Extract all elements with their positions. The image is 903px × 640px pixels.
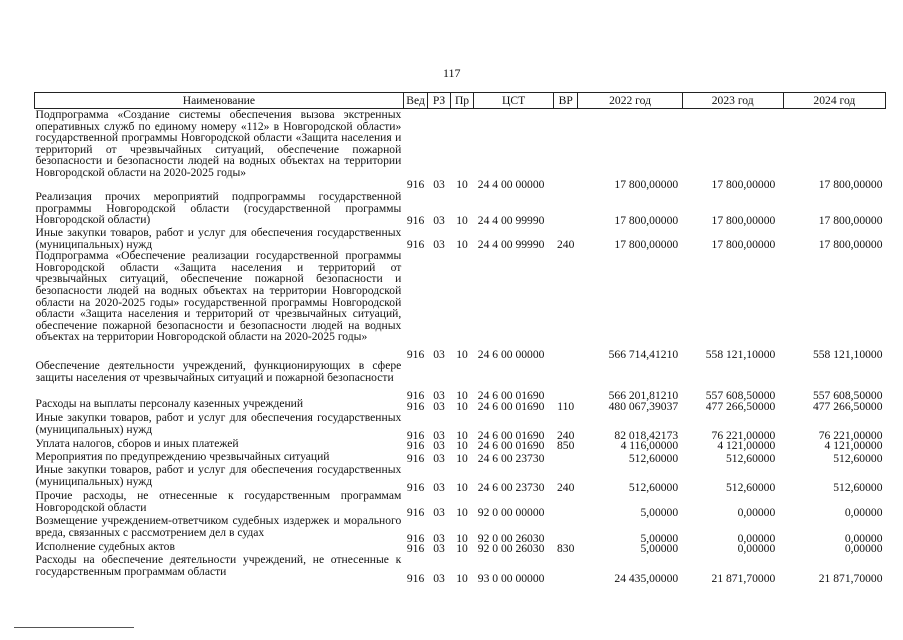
row-vr: 850 [557, 438, 575, 452]
row-cst: 24 6 00 23730 [477, 451, 545, 465]
row-cst: 24 6 00 01690 [477, 388, 545, 402]
row-2022: 512,60000 [628, 480, 679, 494]
row-cst: 24 6 00 00000 [477, 347, 545, 361]
row-ved: 916 [406, 480, 425, 494]
row-vr [553, 363, 578, 401]
row-vr [553, 250, 578, 360]
row-name: Иные закупки товаров, работ и услуг для обеспечения государственных (муниципальных) нужд [35, 463, 402, 488]
row-pr: 10 [456, 571, 468, 585]
header-name: Наименование [35, 93, 404, 109]
row-vr [553, 493, 578, 518]
row-name: Расходы на обеспечение деятельности учреждений, не отнесенные к государственным программам области [35, 553, 402, 578]
row-2023: 4 121,00000 [717, 438, 776, 452]
row-2022: 5,00000 [640, 531, 679, 545]
row-cst: 24 6 00 23730 [477, 480, 545, 494]
row-2023: 21 871,70000 [711, 571, 776, 585]
row-name: Расходы на выплаты персоналу казенных учреждений [35, 397, 304, 411]
row-pr: 10 [456, 480, 468, 494]
row-rz: 03 [433, 541, 445, 555]
row-2024: 512,60000 [833, 451, 883, 465]
table-row [35, 515, 886, 541]
table-row [35, 360, 886, 398]
row-2023: 17 800,00000 [711, 214, 776, 228]
header-cst: ЦСТ [474, 93, 554, 109]
row-2024: 512,60000 [833, 480, 883, 494]
row-2022: 17 800,00000 [614, 178, 679, 192]
row-vr [553, 518, 578, 544]
row-name: Мероприятия по предупреждению чрезвычайных ситуаций [35, 450, 330, 464]
row-cst: 24 6 00 01690 [477, 428, 545, 442]
header-ved: Вед [403, 93, 428, 109]
row-pr: 10 [456, 388, 468, 402]
row-2024: 477 266,50000 [812, 399, 883, 413]
row-pr: 10 [456, 178, 468, 192]
row-2022: 17 800,00000 [614, 214, 679, 228]
table-row [35, 191, 886, 227]
row-ved: 916 [406, 399, 425, 413]
row-rz: 03 [433, 571, 445, 585]
row-ved: 916 [406, 531, 425, 545]
row-2022: 5,00000 [640, 505, 679, 519]
row-2024: 17 800,00000 [818, 178, 883, 192]
row-pr: 10 [456, 214, 468, 228]
row-name: Исполнение судебных актов [35, 540, 175, 554]
row-vr [553, 557, 578, 584]
row-vr: 240 [557, 428, 575, 442]
row-vr: 240 [557, 480, 575, 494]
header-year-2022: 2022 год [578, 93, 682, 109]
row-vr: 240 [557, 237, 575, 251]
footnote-divider [14, 627, 134, 628]
row-2022: 480 067,39037 [608, 399, 679, 413]
row-2023: 17 800,00000 [711, 178, 776, 192]
row-name: Уплата налогов, сборов и иных платежей [35, 437, 239, 451]
row-2023: 0,00000 [737, 541, 776, 555]
header-year-2023: 2023 год [682, 93, 783, 109]
row-2022: 4 116,00000 [620, 438, 679, 452]
row-cst: 24 4 00 99990 [477, 237, 545, 251]
header-vr: ВР [553, 93, 578, 109]
row-2024: 17 800,00000 [818, 237, 883, 251]
row-2024: 0,00000 [844, 541, 883, 555]
row-pr: 10 [456, 399, 468, 413]
row-rz: 03 [433, 388, 445, 402]
table-row [35, 250, 886, 360]
row-2022: 17 800,00000 [614, 237, 679, 251]
row-2024: 0,00000 [844, 505, 883, 519]
row-2023: 477 266,50000 [705, 399, 776, 413]
row-ved: 916 [406, 214, 425, 228]
row-2023: 0,00000 [737, 531, 776, 545]
row-ved: 916 [406, 505, 425, 519]
row-name: Обеспечение деятельности учреждений, функционирующих в сфере защиты населения от чрезвычайных ситуаций и пожарной безопасности [35, 359, 402, 384]
page-number: 117 [443, 66, 461, 80]
row-vr: 110 [557, 399, 575, 413]
row-ved: 916 [406, 178, 425, 192]
table-header-row [35, 93, 886, 109]
row-rz: 03 [433, 399, 445, 413]
table-row [35, 109, 886, 192]
row-2024: 558 121,10000 [812, 347, 883, 361]
row-name: Иные закупки товаров, работ и услуг для обеспечения государственных (муниципальных) нужд [35, 411, 402, 436]
row-name: Иные закупки товаров, работ и услуг для обеспечения государственных (муниципальных) нужд [35, 226, 402, 251]
row-2022: 566 201,81210 [608, 388, 679, 402]
row-2023: 512,60000 [726, 451, 776, 465]
row-rz: 03 [433, 451, 445, 465]
row-rz: 03 [433, 531, 445, 545]
row-rz: 03 [433, 237, 445, 251]
row-2024: 21 871,70000 [818, 571, 883, 585]
row-2022: 82 018,42173 [614, 428, 679, 442]
row-name: Прочие расходы, не отнесенные к государственным программам Новгородской области [35, 489, 402, 514]
row-name: Реализация прочих мероприятий подпрограммы государственной программы Новгородской области (государственной программы Новгородской области) [35, 190, 402, 227]
row-vr [553, 451, 578, 464]
header-pr: Пр [450, 93, 473, 109]
row-cst: 24 4 00 00000 [477, 178, 545, 192]
row-name: Подпрограмма «Создание системы обеспечения вызова экстренных оперативных служб по единому номеру «112» в Новгородской области» государственной программы Новгородской области «Защита населения и территорий от чрезвычайных ситуаций, обеспечение пожарной безопасности и безопасности людей на водных объектах на территории Новгородской области на 2020-2025 годы» [35, 108, 402, 179]
row-ved: 916 [406, 428, 425, 442]
row-cst: 92 0 00 26030 [477, 531, 545, 545]
row-2022: 24 435,00000 [614, 571, 679, 585]
row-2024: 4 121,00000 [824, 438, 883, 452]
row-cst: 24 6 00 01690 [477, 399, 545, 413]
row-2023: 557 608,50000 [705, 388, 776, 402]
row-cst: 24 4 00 99990 [477, 214, 545, 228]
row-rz: 03 [433, 347, 445, 361]
table-row [35, 227, 886, 250]
row-2023: 0,00000 [737, 505, 776, 519]
row-ved: 916 [406, 237, 425, 251]
row-pr: 10 [456, 347, 468, 361]
row-ved: 916 [406, 541, 425, 555]
row-rz: 03 [433, 428, 445, 442]
table-row [35, 490, 886, 515]
header-rz: РЗ [428, 93, 450, 109]
row-2024: 17 800,00000 [818, 214, 883, 228]
row-2024: 557 608,50000 [812, 388, 883, 402]
row-ved: 916 [406, 451, 425, 465]
row-rz: 03 [433, 480, 445, 494]
row-vr [553, 191, 578, 227]
row-rz: 03 [433, 505, 445, 519]
row-rz: 03 [433, 438, 445, 452]
row-vr: 830 [557, 541, 575, 555]
row-2023: 558 121,10000 [705, 347, 776, 361]
row-2023: 76 221,00000 [711, 428, 776, 442]
row-pr: 10 [456, 237, 468, 251]
row-name: Подпрограмма «Обеспечение реализации государственной программы Новгородской области «Защита населения и территорий от чрезвычайных ситуаций, обеспечение пожарной безопасности и безопасности людей на водных объектах на территории Новгородской области на 2020-2025 годы» государственной программы Новгородской области «Защита населения и территорий от чрезвычайных ситуаций, обеспечение пожарной безопасности и безопасности людей на водных объектах на территории Новгородской области на 2020-2025 годы» [35, 249, 402, 344]
table-row [35, 464, 886, 490]
row-vr [553, 109, 578, 192]
row-2023: 17 800,00000 [711, 237, 776, 251]
row-2024: 0,00000 [844, 531, 883, 545]
row-cst: 92 0 00 00000 [477, 505, 545, 519]
table-row [35, 554, 886, 581]
row-cst: 92 0 00 26030 [477, 541, 545, 555]
row-cst: 93 0 00 00000 [477, 571, 545, 585]
row-2022: 5,00000 [640, 541, 679, 555]
row-rz: 03 [433, 214, 445, 228]
row-rz: 03 [433, 178, 445, 192]
budget-table [34, 92, 886, 585]
row-ved: 916 [406, 388, 425, 402]
row-cst: 24 6 00 01690 [477, 438, 545, 452]
row-ved: 916 [406, 571, 425, 585]
row-2023: 512,60000 [726, 480, 776, 494]
row-2022: 512,60000 [628, 451, 679, 465]
row-pr: 10 [456, 531, 468, 545]
row-pr: 10 [456, 505, 468, 519]
row-2024: 76 221,00000 [818, 428, 883, 442]
row-ved: 916 [406, 347, 425, 361]
row-pr: 10 [456, 541, 468, 555]
row-pr: 10 [456, 438, 468, 452]
header-year-2024: 2024 год [783, 93, 885, 109]
row-pr: 10 [456, 451, 468, 465]
row-name: Возмещение учреждением-ответчиком судебных издержек и морального вреда, связанных с рассмотрением дел в судах [35, 514, 402, 539]
row-ved: 916 [406, 438, 425, 452]
table-row [35, 412, 886, 438]
row-pr: 10 [456, 428, 468, 442]
row-2022: 566 714,41210 [608, 347, 679, 361]
